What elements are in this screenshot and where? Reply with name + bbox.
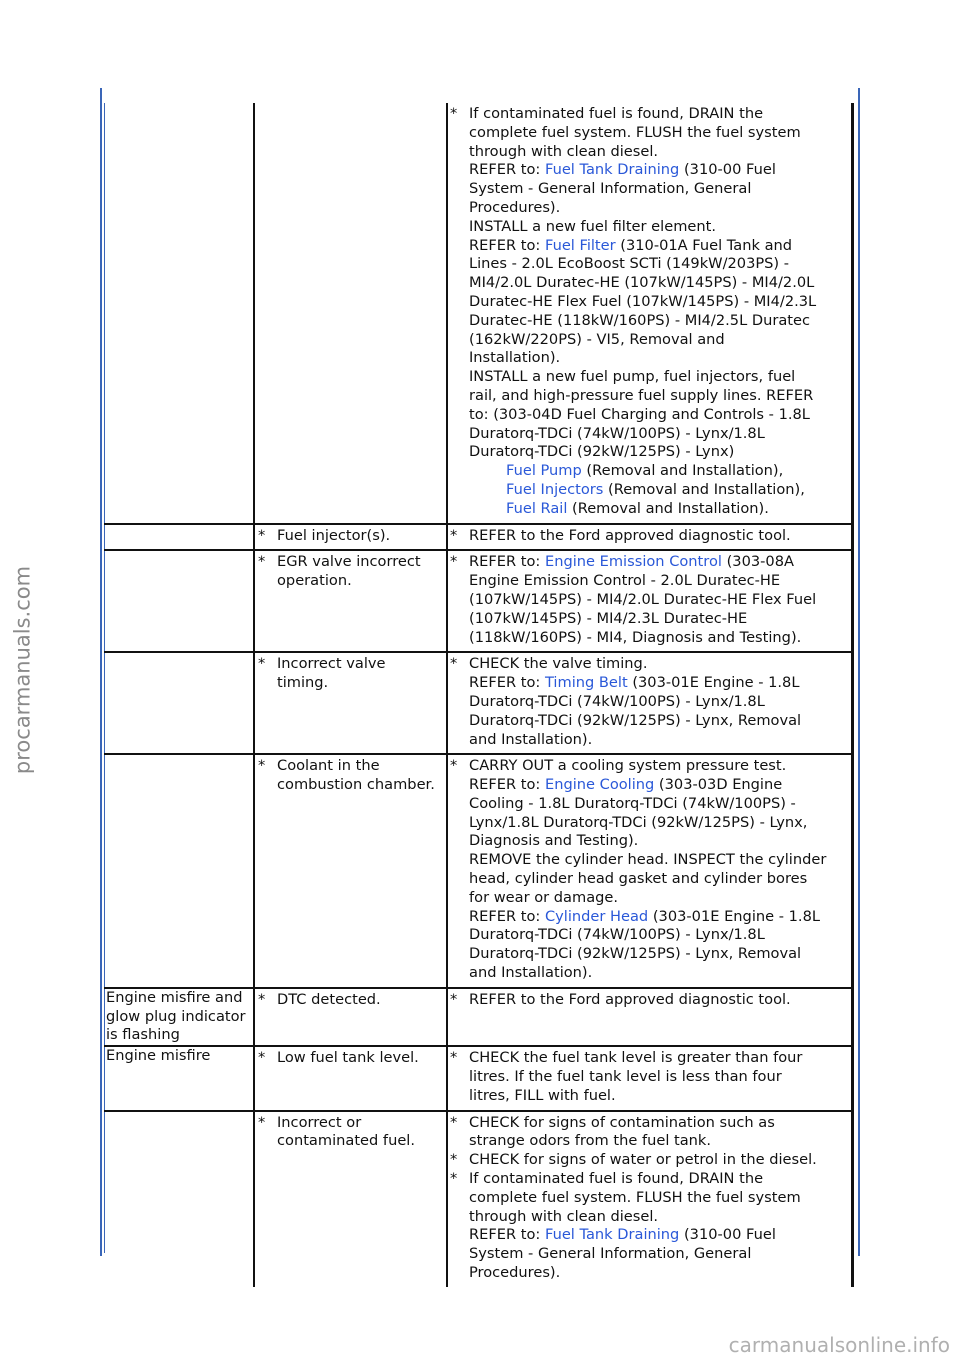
- cause-text: combustion chamber.: [277, 776, 435, 794]
- action-line: [469, 674, 851, 693]
- symptom-cell: [104, 1047, 255, 1109]
- action-line: [469, 255, 851, 274]
- reference-link[interactable]: Fuel Injectors: [506, 480, 604, 498]
- action-text: CHECK the valve timing.: [469, 655, 648, 673]
- bullet-star: *: [450, 655, 458, 673]
- action-text: complete fuel system. FLUSH the fuel system: [469, 123, 801, 141]
- action-text: (107kW/145PS) - MI4/2.3L Duratec-HE: [469, 609, 748, 627]
- symptom-cell: [104, 103, 255, 523]
- diagnosis-table: [104, 103, 854, 1287]
- action-line: [469, 591, 851, 610]
- cause-text: Incorrect or: [277, 1113, 362, 1131]
- reference-link[interactable]: Fuel Filter: [544, 236, 616, 254]
- cause-item: [258, 991, 444, 1010]
- action-item: [450, 655, 851, 749]
- action-line: [469, 161, 851, 180]
- action-text: REMOVE the cylinder head. INSPECT the cylinder: [469, 851, 827, 869]
- cause-item: [258, 757, 444, 795]
- action-line: [469, 629, 851, 648]
- action-line: [469, 1245, 851, 1264]
- action-text: through with clean diesel.: [469, 1207, 659, 1225]
- action-text: REFER to:: [469, 236, 545, 254]
- action-line: [469, 572, 851, 591]
- action-text: (310-01A Fuel Tank and: [615, 236, 793, 254]
- bottom-watermark: carmanualsonline.info: [728, 1333, 950, 1357]
- action-line: [469, 655, 851, 674]
- action-cell: [448, 755, 854, 987]
- cause-cell: [255, 1047, 448, 1109]
- action-text: System - General Information, General: [469, 180, 752, 198]
- action-line: [469, 180, 851, 199]
- bullet-star: *: [258, 1113, 266, 1131]
- table-row: [104, 1047, 854, 1111]
- action-line: [469, 814, 851, 833]
- action-text: MI4/2.0L Duratec-HE (107kW/145PS) - MI4/2.0L: [469, 274, 815, 292]
- action-text: REFER to:: [469, 907, 545, 925]
- action-cell: [448, 653, 854, 753]
- action-line: [469, 908, 851, 927]
- cause-item: [258, 655, 444, 693]
- cause-text: Incorrect valve: [277, 655, 386, 673]
- action-line: [469, 832, 851, 851]
- action-line: [469, 991, 851, 1010]
- action-text: (107kW/145PS) - MI4/2.0L Duratec-HE Flex Fuel: [469, 590, 817, 608]
- bullet-star: *: [258, 526, 266, 544]
- action-line: [469, 274, 851, 293]
- frame-left-outer: [100, 88, 102, 1256]
- action-text: CARRY OUT a cooling system pressure test.: [469, 757, 787, 775]
- symptom-cell: [104, 1112, 255, 1287]
- action-line: [469, 349, 851, 368]
- action-cell: [448, 525, 854, 550]
- action-text: Duratorq-TDCi (74kW/100PS) - Lynx/1.8L: [469, 926, 765, 944]
- action-line: [469, 1068, 851, 1087]
- action-line: [469, 926, 851, 945]
- action-line: [469, 462, 851, 481]
- reference-link[interactable]: Fuel Rail: [506, 499, 568, 517]
- reference-link[interactable]: Timing Belt: [544, 674, 628, 692]
- action-text: (303-08A: [721, 553, 794, 571]
- bullet-star: *: [450, 990, 458, 1008]
- action-text: CHECK for signs of contamination such as: [469, 1113, 775, 1131]
- action-text: REFER to the Ford approved diagnostic tool.: [469, 526, 791, 544]
- action-text: (310-00 Fuel: [679, 1226, 776, 1244]
- action-item: [450, 553, 851, 647]
- action-text: (303-03D Engine: [654, 776, 783, 794]
- side-watermark: [8, 560, 38, 780]
- table-row: [104, 1112, 854, 1287]
- symptom-text: is flashing: [106, 1026, 180, 1044]
- action-line: [469, 387, 851, 406]
- bullet-star: *: [258, 1049, 266, 1067]
- cause-text: Low fuel tank level.: [277, 1049, 419, 1067]
- bullet-star: *: [450, 1049, 458, 1067]
- cause-cell: [255, 989, 448, 1045]
- action-text: Duratorq-TDCi (92kW/125PS) - Lynx): [469, 443, 735, 461]
- action-text: INSTALL a new fuel filter element.: [469, 217, 716, 235]
- action-text: System - General Information, General: [469, 1245, 752, 1263]
- action-text: (Removal and Installation).: [567, 499, 769, 517]
- action-text: INSTALL a new fuel pump, fuel injectors, fuel: [469, 368, 796, 386]
- cause-item: [258, 527, 444, 546]
- action-line: [469, 757, 851, 776]
- action-text: (Removal and Installation),: [581, 462, 784, 480]
- action-text: and Installation).: [469, 964, 593, 982]
- table-row: [104, 755, 854, 989]
- action-item: [450, 527, 851, 546]
- action-text: (303-01E Engine - 1.8L: [648, 907, 820, 925]
- action-text: (118kW/160PS) - MI4, Diagnosis and Testing).: [469, 628, 802, 646]
- action-text: If contaminated fuel is found, DRAIN the: [469, 105, 764, 122]
- action-line: [469, 527, 851, 546]
- cause-text: EGR valve incorrect: [277, 553, 421, 571]
- reference-link[interactable]: Fuel Tank Draining: [544, 161, 680, 179]
- action-text: head, cylinder head gasket and cylinder bores: [469, 870, 808, 888]
- action-line: [469, 693, 851, 712]
- action-item: [450, 105, 851, 519]
- action-line: [469, 712, 851, 731]
- action-text: litres. If the fuel tank level is less than four: [469, 1068, 782, 1086]
- cause-item: [258, 1114, 444, 1152]
- cause-cell: [255, 653, 448, 753]
- action-item: [450, 1151, 851, 1170]
- action-text: REFER to the Ford approved diagnostic tool.: [469, 990, 791, 1008]
- bullet-star: *: [450, 553, 458, 571]
- action-line: [469, 1264, 851, 1283]
- symptom-cell: [104, 653, 255, 753]
- action-line: [469, 425, 851, 444]
- action-line: [469, 553, 851, 572]
- action-line: [469, 368, 851, 387]
- action-text: Installation).: [469, 349, 561, 367]
- action-text: If contaminated fuel is found, DRAIN the: [469, 1170, 764, 1188]
- action-line: [469, 1132, 851, 1151]
- cause-cell: [255, 1112, 448, 1287]
- action-line: [469, 776, 851, 795]
- cause-cell: [255, 103, 448, 523]
- action-text: and Installation).: [469, 730, 593, 748]
- action-text: REFER to:: [469, 161, 545, 179]
- action-text: through with clean diesel.: [469, 142, 659, 160]
- reference-link[interactable]: Cylinder Head: [544, 907, 649, 925]
- action-text: (303-01E Engine - 1.8L: [627, 674, 800, 692]
- table-row: [104, 653, 854, 755]
- action-line: [469, 199, 851, 218]
- action-line: [469, 1049, 851, 1068]
- action-item: [450, 1170, 851, 1283]
- action-text: Duratorq-TDCi (92kW/125PS) - Lynx, Removal: [469, 945, 802, 963]
- action-text: litres, FILL with fuel.: [469, 1086, 616, 1104]
- bullet-star: *: [450, 757, 458, 775]
- action-line: [469, 293, 851, 312]
- action-item: [450, 991, 851, 1010]
- action-line: [469, 443, 851, 462]
- action-text: Duratec-HE (118kW/160PS) - MI4/2.5L Duratec: [469, 311, 810, 329]
- reference-link[interactable]: Engine Emission Control: [544, 553, 722, 571]
- action-text: rail, and high-pressure fuel supply lines. REFER: [469, 386, 814, 404]
- action-text: Engine Emission Control - 2.0L Duratec-HE: [469, 572, 781, 590]
- symptom-text: Engine misfire: [106, 1047, 211, 1065]
- cause-text: timing.: [277, 674, 329, 692]
- frame-right-outer: [858, 88, 860, 1256]
- action-text: complete fuel system. FLUSH the fuel system: [469, 1188, 801, 1206]
- action-text: (162kW/220PS) - VI5, Removal and: [469, 330, 725, 348]
- action-text: Lynx/1.8L Duratorq-TDCi (92kW/125PS) - Lynx,: [469, 813, 808, 831]
- action-line: [469, 124, 851, 143]
- action-line: [469, 964, 851, 983]
- action-line: [469, 1114, 851, 1133]
- action-item: [450, 757, 851, 983]
- symptom-cell: [104, 551, 255, 651]
- action-text: for wear or damage.: [469, 888, 619, 906]
- reference-link[interactable]: Engine Cooling: [544, 776, 655, 794]
- action-line: [469, 1170, 851, 1189]
- bullet-star: *: [450, 1113, 458, 1131]
- action-line: [469, 1189, 851, 1208]
- cause-item: [258, 553, 444, 591]
- action-line: [469, 143, 851, 162]
- symptom-cell: [104, 525, 255, 550]
- action-text: Cooling - 1.8L Duratorq-TDCi (74kW/100PS) -: [469, 794, 796, 812]
- action-line: [469, 500, 851, 519]
- action-text: REFER to:: [469, 553, 545, 571]
- bullet-star: *: [450, 105, 458, 122]
- action-line: [469, 1087, 851, 1106]
- action-line: [469, 851, 851, 870]
- table-row: [104, 525, 854, 552]
- reference-link[interactable]: Fuel Tank Draining: [544, 1226, 680, 1244]
- bullet-star: *: [450, 1170, 458, 1188]
- action-line: [469, 406, 851, 425]
- bullet-star: *: [258, 757, 266, 775]
- cause-text: Fuel injector(s).: [277, 526, 391, 544]
- side-watermark-text: procarmanuals.com: [10, 565, 35, 775]
- symptom-text: Engine misfire and: [106, 988, 243, 1006]
- action-line: [469, 889, 851, 908]
- table-row: [104, 989, 854, 1047]
- action-line: [469, 218, 851, 237]
- symptom-cell: [104, 755, 255, 987]
- action-text: Duratec-HE Flex Fuel (107kW/145PS) - MI4/2.3L: [469, 292, 817, 310]
- action-line: [469, 1208, 851, 1227]
- table-row: [104, 551, 854, 653]
- action-line: [469, 1151, 851, 1170]
- action-line: [469, 610, 851, 629]
- action-line: [469, 731, 851, 750]
- reference-link[interactable]: Fuel Pump: [506, 462, 582, 480]
- action-line: [469, 870, 851, 889]
- action-text: REFER to:: [469, 1226, 545, 1244]
- symptom-text: glow plug indicator: [106, 1007, 246, 1025]
- cause-text: contaminated fuel.: [277, 1132, 415, 1150]
- action-text: Diagnosis and Testing).: [469, 832, 639, 850]
- cause-text: operation.: [277, 572, 352, 590]
- cause-cell: [255, 551, 448, 651]
- cause-cell: [255, 525, 448, 550]
- action-cell: [448, 103, 854, 523]
- action-text: Procedures).: [469, 198, 561, 216]
- bullet-star: *: [258, 553, 266, 571]
- cause-text: DTC detected.: [277, 990, 381, 1008]
- action-line: [469, 312, 851, 331]
- bullet-star: *: [450, 1151, 458, 1169]
- action-text: Duratorq-TDCi (92kW/125PS) - Lynx, Removal: [469, 711, 802, 729]
- cause-text: Coolant in the: [277, 757, 380, 775]
- action-text: Duratorq-TDCi (74kW/100PS) - Lynx/1.8L: [469, 692, 765, 710]
- action-text: (Removal and Installation),: [603, 480, 805, 498]
- table-row: [104, 103, 854, 525]
- action-item: [450, 1049, 851, 1105]
- action-cell: [448, 1112, 854, 1287]
- action-text: CHECK for signs of water or petrol in the diesel.: [469, 1151, 817, 1169]
- action-cell: [448, 989, 854, 1045]
- action-text: Duratorq-TDCi (74kW/100PS) - Lynx/1.8L: [469, 424, 765, 442]
- action-line: [469, 105, 851, 124]
- cause-item: [258, 1049, 444, 1068]
- action-line: [469, 945, 851, 964]
- bullet-star: *: [450, 526, 458, 544]
- action-text: REFER to:: [469, 776, 545, 794]
- action-line: [469, 1226, 851, 1245]
- action-text: (310-00 Fuel: [679, 161, 776, 179]
- action-cell: [448, 1047, 854, 1109]
- action-cell: [448, 551, 854, 651]
- action-text: REFER to:: [469, 674, 545, 692]
- cause-cell: [255, 755, 448, 987]
- action-item: [450, 1114, 851, 1152]
- action-line: [469, 795, 851, 814]
- action-text: Lines - 2.0L EcoBoost SCTi (149kW/203PS) -: [469, 255, 790, 273]
- action-text: Procedures).: [469, 1264, 561, 1282]
- action-text: to: (303-04D Fuel Charging and Controls - 1.8L: [469, 405, 810, 423]
- action-line: [469, 237, 851, 256]
- action-line: [469, 481, 851, 500]
- bullet-star: *: [258, 655, 266, 673]
- symptom-cell: [104, 989, 255, 1045]
- action-text: strange odors from the fuel tank.: [469, 1132, 712, 1150]
- action-line: [469, 331, 851, 350]
- action-text: CHECK the fuel tank level is greater than four: [469, 1049, 803, 1067]
- bullet-star: *: [258, 990, 266, 1008]
